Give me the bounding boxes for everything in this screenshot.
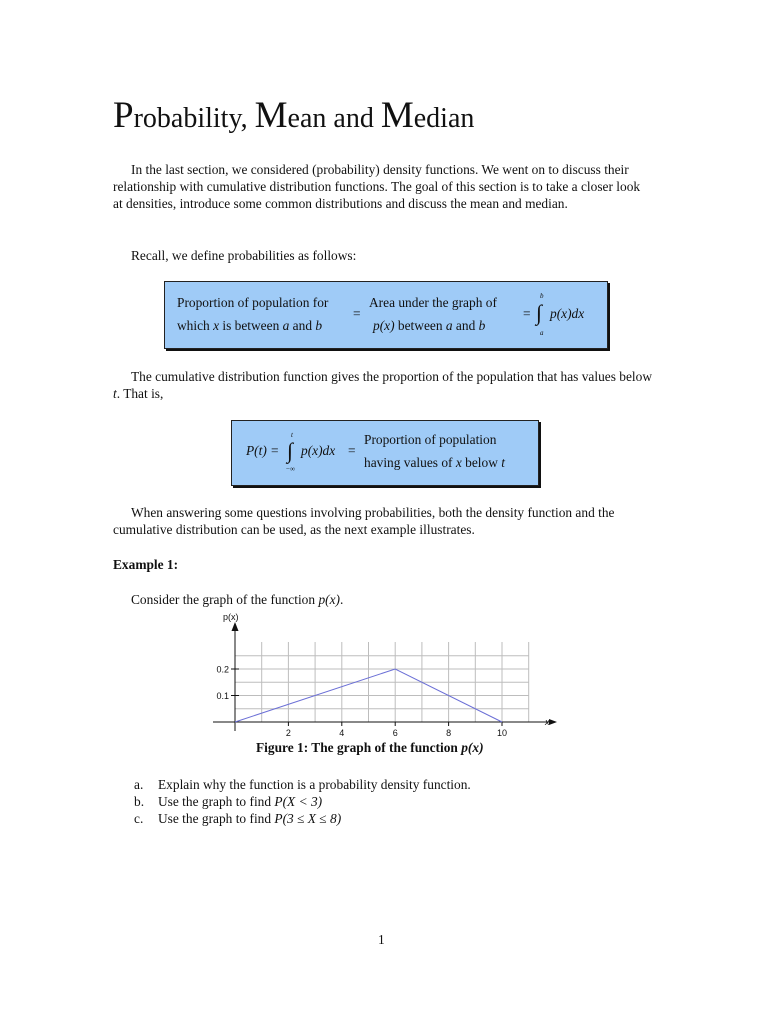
box1-left-line1: Proportion of population for bbox=[177, 295, 329, 310]
list-item-label: a. bbox=[134, 777, 144, 792]
box1-lower-limit: a bbox=[540, 329, 544, 337]
box2-integrand: p(x)dx bbox=[301, 443, 336, 458]
x-tick-label: 4 bbox=[339, 728, 345, 738]
question-list bbox=[134, 776, 471, 827]
y-tick-label: 0.1 bbox=[216, 691, 229, 701]
intro-paragraph: In the last section, we considered (probability) density functions. We went on to discuss their relationship with cumulative distribution functions. The goal of this section is to take a closer look at densities, introduce some common distributions and discuss the mean and median. bbox=[113, 162, 641, 211]
box2-right-line2: having values of x below t bbox=[364, 455, 505, 470]
cdf-paragraph: The cumulative distribution function gives the proportion of the population that has values below t. That is, bbox=[113, 369, 653, 401]
list-item bbox=[134, 776, 471, 793]
y-axis-arrow bbox=[232, 622, 239, 631]
list-item bbox=[134, 810, 471, 827]
box1-equals-1: = bbox=[353, 306, 361, 321]
x-axis-label: x bbox=[545, 717, 550, 727]
box2-right-line1: Proportion of population bbox=[364, 432, 497, 447]
list-item-text: Use the graph to find bbox=[158, 811, 275, 826]
y-axis-label: p(x) bbox=[223, 612, 239, 622]
box1-middle-line2: p(x) between a and b bbox=[373, 318, 486, 333]
list-item-label: b. bbox=[134, 794, 145, 809]
box2-lower-limit: −∞ bbox=[286, 465, 295, 473]
box1-equals-2: = bbox=[523, 306, 531, 321]
page-title: Probability, Mean and Median bbox=[113, 95, 475, 136]
consider-paragraph: Consider the graph of the function p(x). bbox=[131, 592, 344, 607]
list-item-text: Explain why the function is a probability density function. bbox=[158, 777, 471, 792]
box2-lhs: P(t) = bbox=[246, 443, 280, 458]
box1-upper-limit: b bbox=[540, 292, 544, 300]
box1-middle-line1: Area under the graph of bbox=[369, 295, 497, 310]
list-item-label: c. bbox=[134, 811, 144, 826]
answer-paragraph: When answering some questions involving probabilities, both the density function and the cumulative distribution can be used, as the next example illustrates. bbox=[113, 505, 615, 537]
integral-sign-1: ∫ bbox=[536, 300, 543, 325]
x-tick-label: 8 bbox=[446, 728, 452, 738]
box2-equals: = bbox=[348, 443, 356, 458]
list-item-math: P(X < 3) bbox=[274, 794, 323, 809]
box1-integrand: p(x)dx bbox=[550, 306, 585, 321]
x-axis-arrow bbox=[549, 719, 557, 725]
box1-left-line2: which x is between a and b bbox=[177, 318, 323, 333]
x-tick-label: 2 bbox=[285, 728, 291, 738]
page-number: 1 bbox=[378, 932, 385, 947]
list-item bbox=[134, 793, 471, 810]
list-item-math: P(3 ≤ X ≤ 8) bbox=[274, 811, 342, 826]
example-heading: Example 1: bbox=[113, 557, 179, 572]
x-tick-label: 6 bbox=[392, 728, 398, 738]
figure-caption: Figure 1: The graph of the function p(x) bbox=[256, 740, 484, 755]
y-tick-label: 0.2 bbox=[216, 664, 229, 675]
recall-paragraph: Recall, we define probabilities as follows: bbox=[131, 248, 357, 263]
integral-sign-2: ∫ bbox=[287, 438, 294, 463]
x-tick-label: 10 bbox=[496, 728, 508, 738]
box2-upper-limit: t bbox=[291, 431, 293, 439]
list-item-text: Use the graph to find bbox=[158, 794, 275, 809]
